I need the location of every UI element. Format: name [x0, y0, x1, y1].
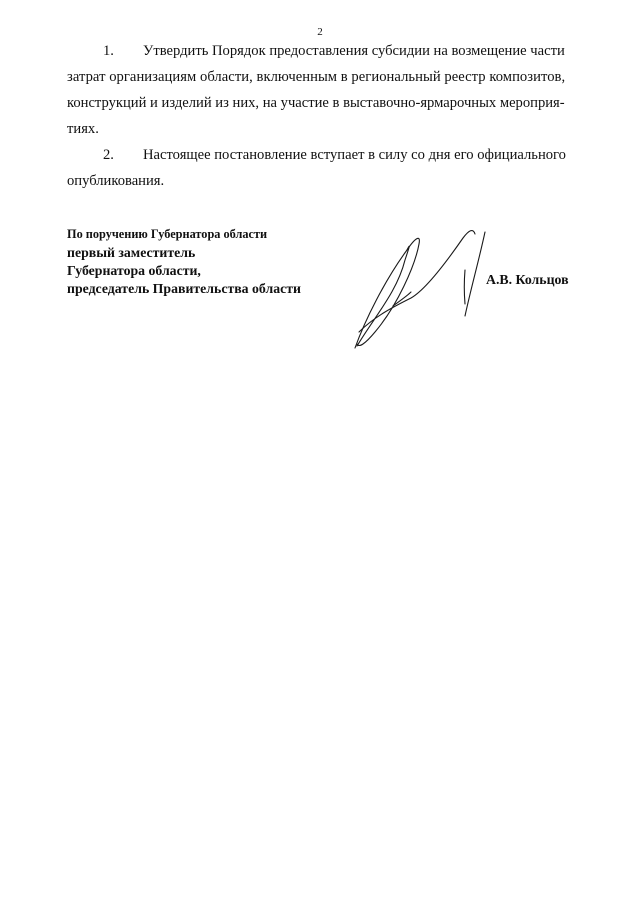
paragraph-1-continued-3	[67, 116, 577, 142]
signature-position-line-1: первый заместитель	[67, 245, 196, 260]
paragraph-1	[67, 38, 577, 64]
paragraph-1-line-3: конструкций и изделий из них, на участие в выставочно-ярмарочных мероприя-	[67, 95, 565, 111]
paragraph-1-line-4: тиях.	[67, 121, 99, 137]
signature-instruction: По поручению Губернатора области	[67, 227, 268, 241]
paragraph-1-line-2: затрат организациям области, включенным в региональный реестр композитов,	[67, 69, 566, 85]
paragraph-1-number: 1.	[103, 43, 114, 59]
paragraph-1-continued	[67, 64, 577, 90]
handwritten-signature-icon	[345, 220, 495, 355]
paragraph-1-continued-2	[67, 90, 577, 116]
signer-name: А.В. Кольцов	[486, 272, 569, 287]
page-number: 2	[317, 26, 323, 38]
paragraph-2	[67, 142, 577, 168]
signature-block	[67, 226, 301, 298]
paragraph-2-number: 2.	[103, 147, 114, 163]
paragraph-1-line-1: Утвердить Порядок предоставления субсидии на возмещение части	[143, 43, 565, 59]
signature-position-line-3: председатель Правительства области	[67, 281, 301, 296]
paragraph-2-continued	[67, 168, 577, 194]
paragraph-2-line-1: Настоящее постановление вступает в силу со дня его официального	[143, 147, 566, 163]
paragraph-2-line-2: опубликования.	[67, 173, 165, 189]
signature-position-line-2: Губернатора области,	[67, 263, 201, 278]
document-body	[67, 38, 577, 194]
